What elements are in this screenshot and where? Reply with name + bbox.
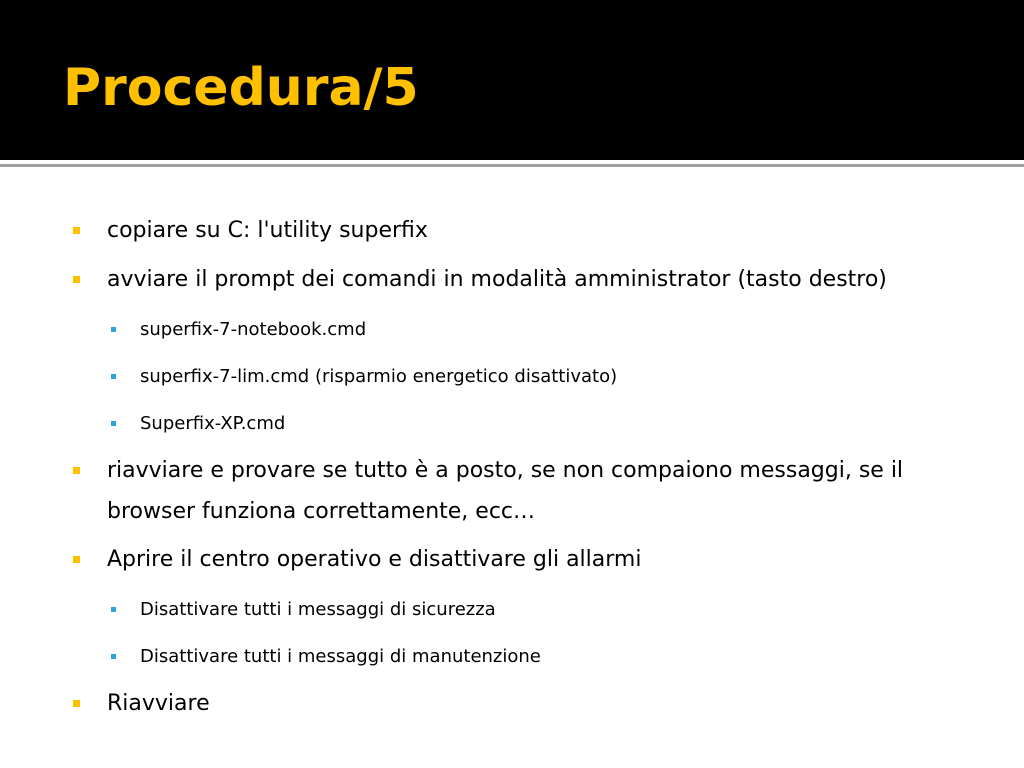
square-sub-bullet-icon (111, 421, 116, 426)
sub-bullet-text: superfix-7-notebook.cmd (140, 319, 367, 340)
bullet-text: riavviare e provare se tutto è a posto, se non compaiono messaggi, se il browser funziona correttamente, ecc… (107, 458, 904, 524)
square-sub-bullet-icon (111, 374, 116, 379)
bullet-text: avviare il prompt dei comandi in modalità amministrator (tasto destro) (107, 267, 887, 292)
square-bullet-icon (73, 556, 80, 563)
square-bullet-icon (73, 276, 80, 283)
sub-bullet-text: Disattivare tutti i messaggi di manutenzione (140, 646, 541, 667)
slide-title: Procedura/5 (63, 58, 419, 118)
square-bullet-icon (73, 227, 80, 234)
square-sub-bullet-icon (111, 327, 116, 332)
sub-bullet-text: Superfix-XP.cmd (140, 413, 286, 434)
square-sub-bullet-icon (111, 654, 116, 659)
bullet-text: copiare su C: l'utility superfix (107, 218, 428, 243)
square-sub-bullet-icon (111, 607, 116, 612)
sub-bullet-text: superfix-7-lim.cmd (risparmio energetico disattivato) (140, 366, 618, 387)
bullet-text: Aprire il centro operativo e disattivare gli allarmi (107, 547, 642, 572)
bullet-text: Riavviare (107, 691, 210, 716)
square-bullet-icon (73, 467, 80, 474)
square-bullet-icon (73, 700, 80, 707)
sub-bullet-text: Disattivare tutti i messaggi di sicurezza (140, 599, 496, 620)
